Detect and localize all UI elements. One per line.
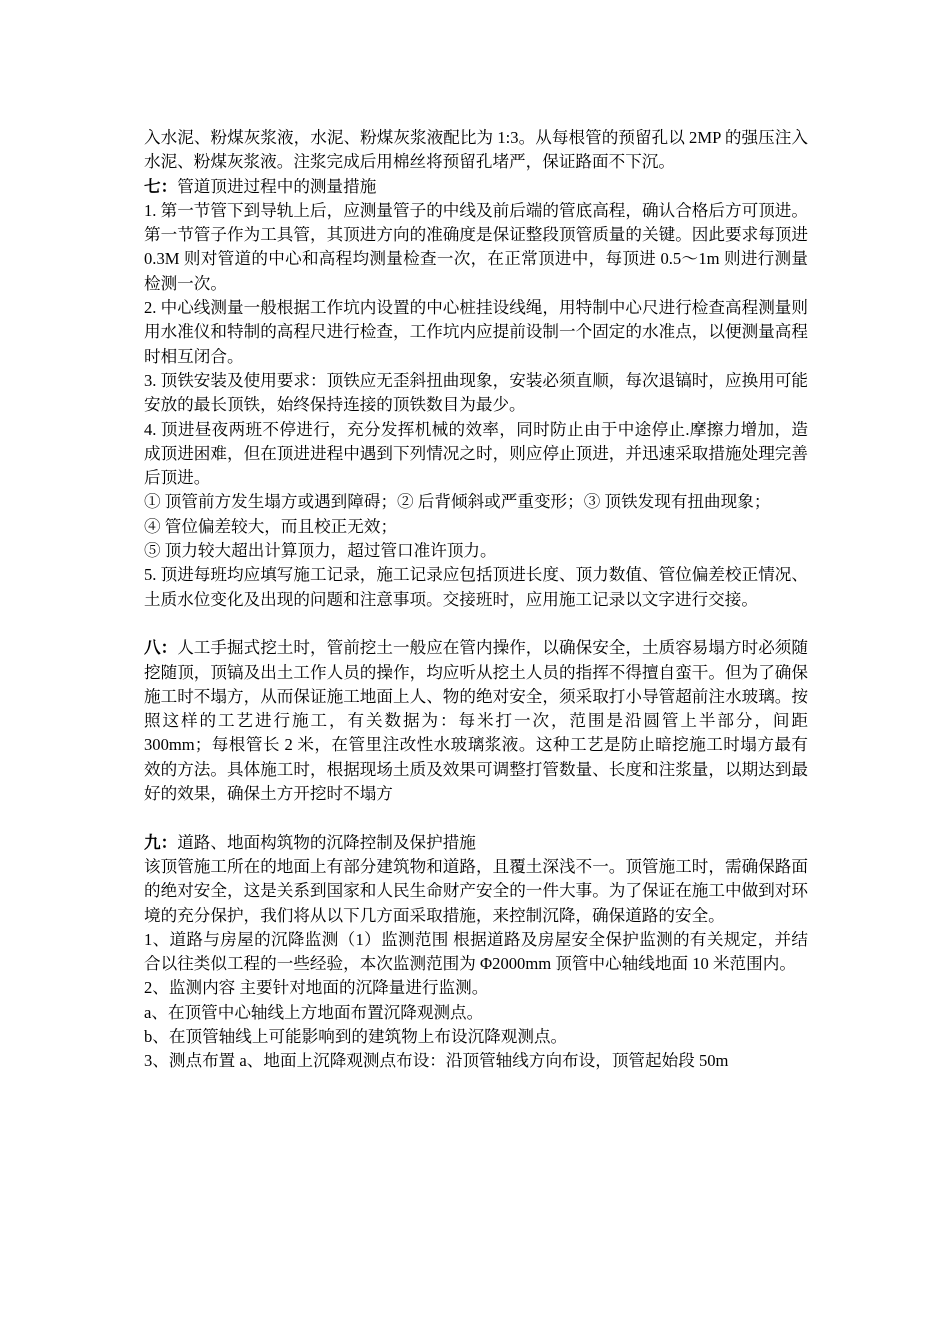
- section-7-heading: [144, 175, 808, 199]
- section-9-item-2a: a、在顶管中心轴线上方地面布置沉降观测点。: [144, 1002, 484, 1022]
- section-7-item-1: 1. 第一节管下到导轨上后，应测量管子的中线及前后端的管底高程，确认合格后方可顶进。第一节管子作为工具管，其顶进方向的准确度是保证整段顶管质量的关键。因此要求每顶进 0.3M 则对管道的中心和高程均测量检查一次，在正常顶进中，每顶进 0.5～1m 则进行测量检测一次。: [144, 200, 808, 293]
- section-7-item-3: 3. 顶铁安装及使用要求：顶铁应无歪斜扭曲现象，安装必须直顺，每次退镐时，应换用可能安放的最长顶铁，始终保持连接的顶铁数目为最少。: [144, 370, 808, 415]
- section-9-label: 九：: [144, 832, 178, 852]
- section-7-condition-3: ⑤ 顶力较大超出计算顶力，超过管口准许顶力。: [144, 541, 497, 561]
- paragraph-grouting: 入水泥、粉煤灰浆液，水泥、粉煤灰浆液配比为 1:3。从每根管的预留孔以 2MP 的强压注入水泥、粉煤灰浆液。注浆完成后用棉丝将预留孔堵严，保证路面不下沉。: [144, 128, 808, 172]
- section-9-heading: [144, 831, 808, 855]
- section-9-item-3: 3、测点布置 a、地面上沉降观测点布设：沿顶管轴线方向布设，顶管起始段 50m: [144, 1051, 729, 1071]
- section-9-intro: 该顶管施工所在的地面上有部分建筑物和道路，且覆土深浅不一。顶管施工时，需确保路面的绝对安全，这是关系到国家和人民生命财产安全的一件大事。为了保证在施工中做到对环境的充分保护，我们将从以下几方面采取措施，来控制沉降，确保道路的安全。: [144, 856, 808, 925]
- section-7-item-4: 4. 顶进昼夜两班不停进行，充分发挥机械的效率，同时防止由于中途停止.摩擦力增加，造成顶进困难，但在顶进进程中遇到下列情况之时，则应停止顶进，并迅速采取措施处理完善后顶进。: [144, 419, 808, 488]
- blank-line: [144, 806, 808, 830]
- section-7-label: 七：: [144, 176, 178, 196]
- section-9-item-1: 1、道路与房屋的沉降监测（1）监测范围 根据道路及房屋安全保护监测的有关规定，并结合以往类似工程的一些经验，本次监测范围为 Φ2000mm 顶管中心轴线地面 10 米范围内。: [144, 929, 808, 974]
- section-9-title: 道路、地面构筑物的沉降控制及保护措施: [177, 832, 476, 852]
- section-7-item-2: 2. 中心线测量一般根据工作坑内设置的中心桩挂设线绳，用特制中心尺进行检查高程测量则用水准仪和特制的高程尺进行检查，工作坑内应提前设制一个固定的水准点，以便测量高程时相互闭合。: [144, 298, 808, 366]
- section-9-item-2: 2、监测内容 主要针对地面的沉降量进行监测。: [144, 978, 489, 998]
- section-8-paragraph: [144, 636, 808, 806]
- section-7-condition-1: ① 顶管前方发生塌方或遇到障碍；② 后背倾斜或严重变形；③ 顶铁发现有扭曲现象；: [144, 492, 771, 512]
- section-9-item-2b: b、在顶管轴线上可能影响到的建筑物上布设沉降观测点。: [144, 1026, 568, 1046]
- document-body: [144, 126, 808, 1074]
- section-7-item-5: 5. 顶进每班均应填写施工记录，施工记录应包括顶进长度、顶力数值、管位偏差校正情况、土质水位变化及出现的问题和注意事项。交接班时，应用施工记录以文字进行交接。: [144, 565, 808, 609]
- section-7-condition-2: ④ 管位偏差较大，而且校正无效；: [144, 516, 398, 536]
- section-8-label: 八：: [144, 638, 178, 658]
- blank-line: [144, 612, 808, 636]
- section-7-title: 管道顶进过程中的测量措施: [177, 176, 377, 196]
- section-8-body: 人工手掘式挖土时，管前挖土一般应在管内操作，以确保安全，土质容易塌方时必须随挖随顶，顶镐及出土工作人员的操作，均应听从挖土人员的指挥不得擅自蛮干。但为了确保施工时不塌方，从而保证施工地面上人、物的绝对安全，须采取打小导管超前注水玻璃。按照这样的工艺进行施工，有关数据为：每米打一次，范围是沿圆管上半部分，间距 300mm；每根管长 2 米，在管里注改性水玻璃浆液。这种工艺是防止暗挖施工时塌方最有效的方法。具体施工时，根据现场土质及效果可调整打管数量、长度和注浆量，以期达到最好的效果，确保土方开挖时不塌方: [144, 638, 809, 804]
